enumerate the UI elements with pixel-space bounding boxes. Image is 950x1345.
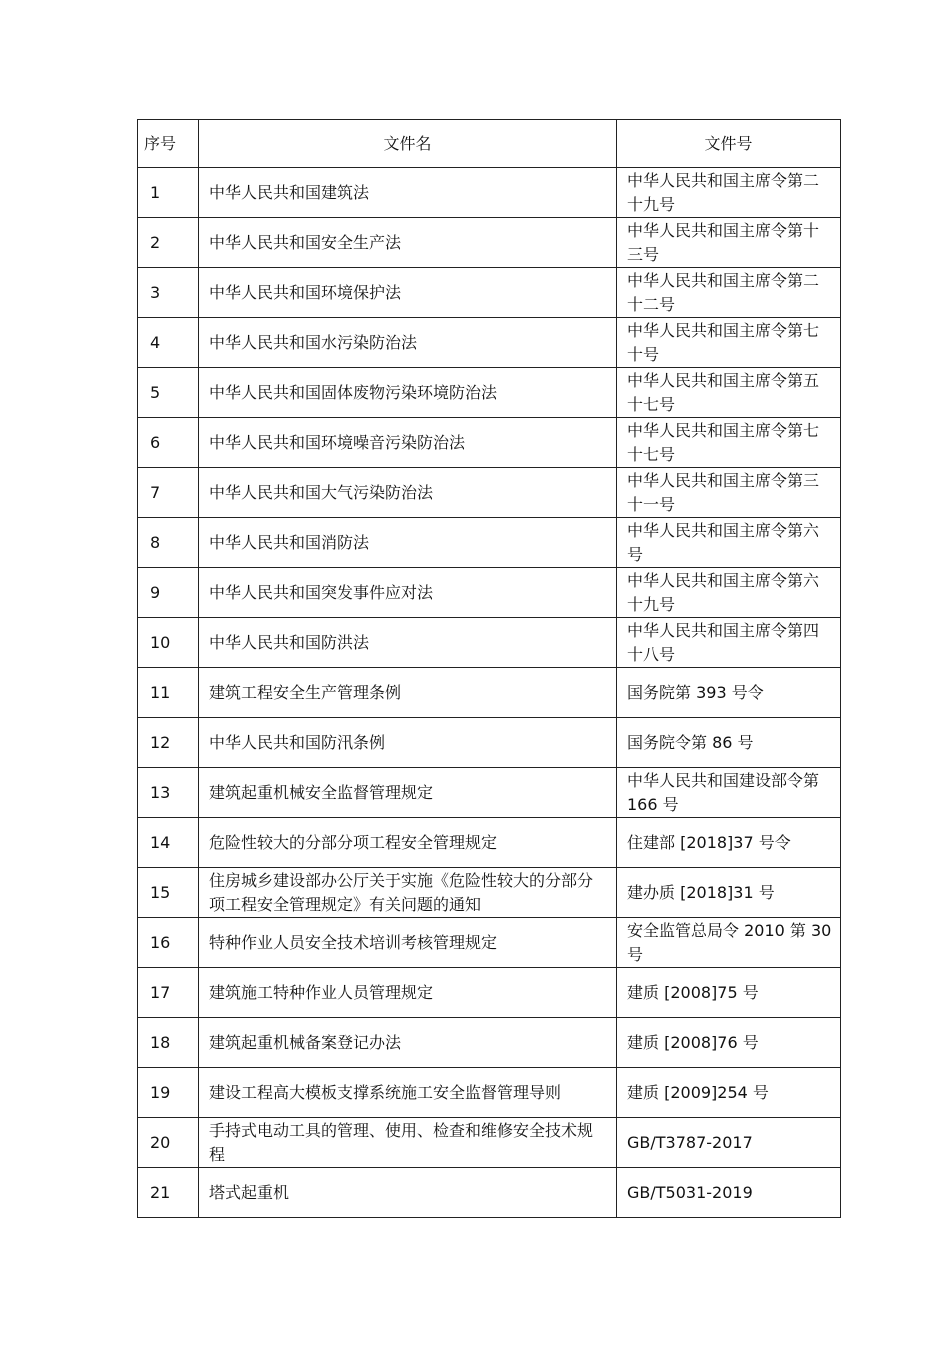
row-number: 18 (138, 1018, 199, 1068)
row-file-code: 国务院令第 86 号 (617, 718, 841, 768)
row-file-code: 中华人民共和国主席令第六十九号 (617, 568, 841, 618)
header-num: 序号 (138, 120, 199, 168)
row-file-name: 中华人民共和国大气污染防治法 (199, 468, 617, 518)
row-file-code: 建质 [2008]76 号 (617, 1018, 841, 1068)
header-row (138, 120, 841, 168)
row-file-code: 中华人民共和国主席令第二十九号 (617, 168, 841, 218)
row-file-code: 中华人民共和国主席令第四十八号 (617, 618, 841, 668)
table-row (138, 418, 841, 468)
table-row (138, 518, 841, 568)
row-file-code: 中华人民共和国主席令第二十二号 (617, 268, 841, 318)
table-row (138, 768, 841, 818)
row-file-name: 中华人民共和国突发事件应对法 (199, 568, 617, 618)
row-file-name: 中华人民共和国防汛条例 (199, 718, 617, 768)
row-file-name: 中华人民共和国防洪法 (199, 618, 617, 668)
row-file-code: GB/T5031-2019 (617, 1168, 841, 1218)
row-number: 16 (138, 918, 199, 968)
row-file-code: 建质 [2008]75 号 (617, 968, 841, 1018)
row-file-name: 中华人民共和国建筑法 (199, 168, 617, 218)
header-name: 文件名 (199, 120, 617, 168)
header-code: 文件号 (617, 120, 841, 168)
row-file-name: 建筑工程安全生产管理条例 (199, 668, 617, 718)
row-number: 1 (138, 168, 199, 218)
row-number: 12 (138, 718, 199, 768)
table-row (138, 218, 841, 268)
table-row (138, 618, 841, 668)
row-number: 21 (138, 1168, 199, 1218)
row-number: 8 (138, 518, 199, 568)
row-file-code: 中华人民共和国建设部令第 166 号 (617, 768, 841, 818)
row-file-name: 危险性较大的分部分项工程安全管理规定 (199, 818, 617, 868)
row-file-name: 住房城乡建设部办公厅关于实施《危险性较大的分部分项工程安全管理规定》有关问题的通知 (199, 868, 617, 918)
row-file-name: 建筑起重机械安全监督管理规定 (199, 768, 617, 818)
row-file-code: 中华人民共和国主席令第七十七号 (617, 418, 841, 468)
table-row (138, 968, 841, 1018)
table-row (138, 1068, 841, 1118)
table-header (138, 120, 841, 168)
regulations-table (137, 119, 841, 1218)
table-row (138, 1168, 841, 1218)
row-file-name: 塔式起重机 (199, 1168, 617, 1218)
row-number: 7 (138, 468, 199, 518)
row-file-code: GB/T3787-2017 (617, 1118, 841, 1168)
table-row (138, 1018, 841, 1068)
table-row (138, 718, 841, 768)
row-number: 9 (138, 568, 199, 618)
table-row (138, 168, 841, 218)
row-number: 4 (138, 318, 199, 368)
row-number: 11 (138, 668, 199, 718)
row-number: 6 (138, 418, 199, 468)
row-number: 5 (138, 368, 199, 418)
row-file-name: 中华人民共和国水污染防治法 (199, 318, 617, 368)
row-number: 13 (138, 768, 199, 818)
row-file-name: 特种作业人员安全技术培训考核管理规定 (199, 918, 617, 968)
row-number: 10 (138, 618, 199, 668)
row-file-name: 中华人民共和国固体废物污染环境防治法 (199, 368, 617, 418)
table-body (138, 168, 841, 1218)
row-file-name: 手持式电动工具的管理、使用、检查和维修安全技术规程 (199, 1118, 617, 1168)
table-row (138, 368, 841, 418)
table-row (138, 468, 841, 518)
row-file-code: 中华人民共和国主席令第十三号 (617, 218, 841, 268)
row-number: 2 (138, 218, 199, 268)
row-number: 19 (138, 1068, 199, 1118)
table-row (138, 318, 841, 368)
table-row (138, 268, 841, 318)
table-row (138, 1118, 841, 1168)
row-file-code: 安全监管总局令 2010 第 30 号 (617, 918, 841, 968)
row-file-name: 中华人民共和国环境噪音污染防治法 (199, 418, 617, 468)
row-file-code: 国务院第 393 号令 (617, 668, 841, 718)
row-file-code: 建质 [2009]254 号 (617, 1068, 841, 1118)
table-row (138, 668, 841, 718)
table-row (138, 868, 841, 918)
table-row (138, 568, 841, 618)
row-file-code: 中华人民共和国主席令第六号 (617, 518, 841, 568)
row-file-name: 中华人民共和国环境保护法 (199, 268, 617, 318)
table-row (138, 818, 841, 868)
row-number: 15 (138, 868, 199, 918)
row-number: 3 (138, 268, 199, 318)
row-file-name: 中华人民共和国安全生产法 (199, 218, 617, 268)
row-file-code: 中华人民共和国主席令第五十七号 (617, 368, 841, 418)
row-file-name: 建筑施工特种作业人员管理规定 (199, 968, 617, 1018)
row-file-code: 中华人民共和国主席令第三十一号 (617, 468, 841, 518)
table-row (138, 918, 841, 968)
row-number: 14 (138, 818, 199, 868)
row-file-code: 中华人民共和国主席令第七十号 (617, 318, 841, 368)
row-file-name: 建设工程高大模板支撑系统施工安全监督管理导则 (199, 1068, 617, 1118)
row-file-name: 建筑起重机械备案登记办法 (199, 1018, 617, 1068)
row-number: 20 (138, 1118, 199, 1168)
row-file-code: 住建部 [2018]37 号令 (617, 818, 841, 868)
row-number: 17 (138, 968, 199, 1018)
row-file-name: 中华人民共和国消防法 (199, 518, 617, 568)
row-file-code: 建办质 [2018]31 号 (617, 868, 841, 918)
